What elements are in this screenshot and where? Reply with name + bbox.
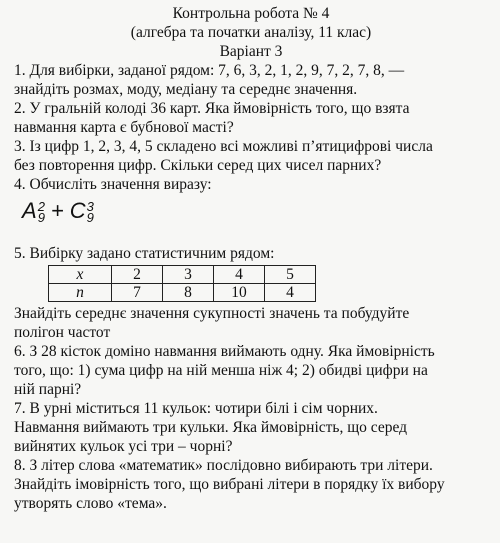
table-cell: 7 <box>112 284 163 302</box>
question-5b-line-1: Знайдіть середнє значення сукупності значень та побудуйте <box>14 305 410 322</box>
table-cell: 3 <box>163 266 214 284</box>
question-2-line-1: 2. У гральній колоді 36 карт. Яка ймовірність того, що взята <box>14 100 410 117</box>
question-6-line-1: 6. З 28 кісток доміно навмання виймають одну. Яка ймовірність <box>14 343 435 360</box>
question-1 <box>14 61 488 99</box>
question-3-line-1: 3. Із цифр 1, 2, 3, 4, 5 складено всі можливі п’ятицифрові числа <box>14 138 433 155</box>
question-7-line-2: Навмання виймають три кульки. Яка ймовірність, що серед <box>14 419 408 436</box>
question-6-line-2: того, що: 1) сума цифр на ній менша ніж 4; 2) обидві цифри на <box>14 362 428 379</box>
formula-text <box>22 198 94 224</box>
table-cell: 4 <box>214 266 265 284</box>
question-1-line-2: знайдіть розмах, моду, медіану та середнє значення. <box>14 81 358 98</box>
table-cell: 10 <box>214 284 265 302</box>
question-4 <box>14 175 488 244</box>
question-1-line-1: 1. Для вибірки, заданої рядом: 7, 6, 3, 2, 1, 2, 9, 7, 2, 7, 8, — <box>14 62 405 79</box>
question-4-text: 4. Обчисліть значення виразу: <box>14 176 212 193</box>
question-6-line-3: ній парні? <box>14 381 82 398</box>
formula-plus: + <box>50 198 64 223</box>
formula-A-indices <box>37 199 45 226</box>
table-cell: 2 <box>112 266 163 284</box>
formula-A-sup: 2 <box>37 199 45 215</box>
table-cell: 4 <box>265 284 316 302</box>
statistical-table <box>48 265 316 302</box>
formula-A-sub: 9 <box>37 210 45 226</box>
question-3-line-2: без повторення цифр. Скільки серед цих чисел парних? <box>14 157 382 174</box>
table-cell: x <box>49 266 112 284</box>
question-8-line-2: Знайдіть імовірність того, що вибрані літери в порядку їх вибору <box>14 476 445 493</box>
document-header <box>14 4 488 61</box>
table-row <box>49 284 316 302</box>
question-3 <box>14 137 488 175</box>
question-7-line-1: 7. В урні міститься 11 кульок: чотири білі і сім чорних. <box>14 400 378 417</box>
table-row <box>49 266 316 284</box>
document-subtitle: (алгебра та початки аналізу, 11 клас) <box>130 24 372 41</box>
table-cell: 8 <box>163 284 214 302</box>
question-7-line-3: вийнятих кульок усі три – чорні? <box>14 438 233 455</box>
question-8 <box>14 456 488 513</box>
formula-C-sup: 3 <box>86 199 94 215</box>
question-6 <box>14 342 488 399</box>
question-5-text: 5. Вибірку задано статистичним рядом: <box>14 245 275 262</box>
question-5b-line-2: полігон частот <box>14 324 111 341</box>
table-cell: 5 <box>265 266 316 284</box>
formula-A: A <box>22 198 37 223</box>
formula-C: C <box>69 198 86 223</box>
document-title: Контрольна робота № 4 <box>172 5 330 22</box>
question-5 <box>14 244 488 342</box>
variant-label: Варіант 3 <box>219 43 283 60</box>
question-8-line-1: 8. З літер слова «математик» послідовно вибирають три літери. <box>14 457 433 474</box>
question-2-line-2: навмання карта є бубнової масті? <box>14 119 234 136</box>
question-2 <box>14 99 488 137</box>
formula-expression <box>14 194 488 244</box>
table-cell: n <box>49 284 112 302</box>
question-8-line-3: утворять слово «тема». <box>14 495 167 512</box>
formula-C-sub: 9 <box>86 210 94 226</box>
formula-C-indices <box>86 199 94 226</box>
question-7 <box>14 399 488 456</box>
